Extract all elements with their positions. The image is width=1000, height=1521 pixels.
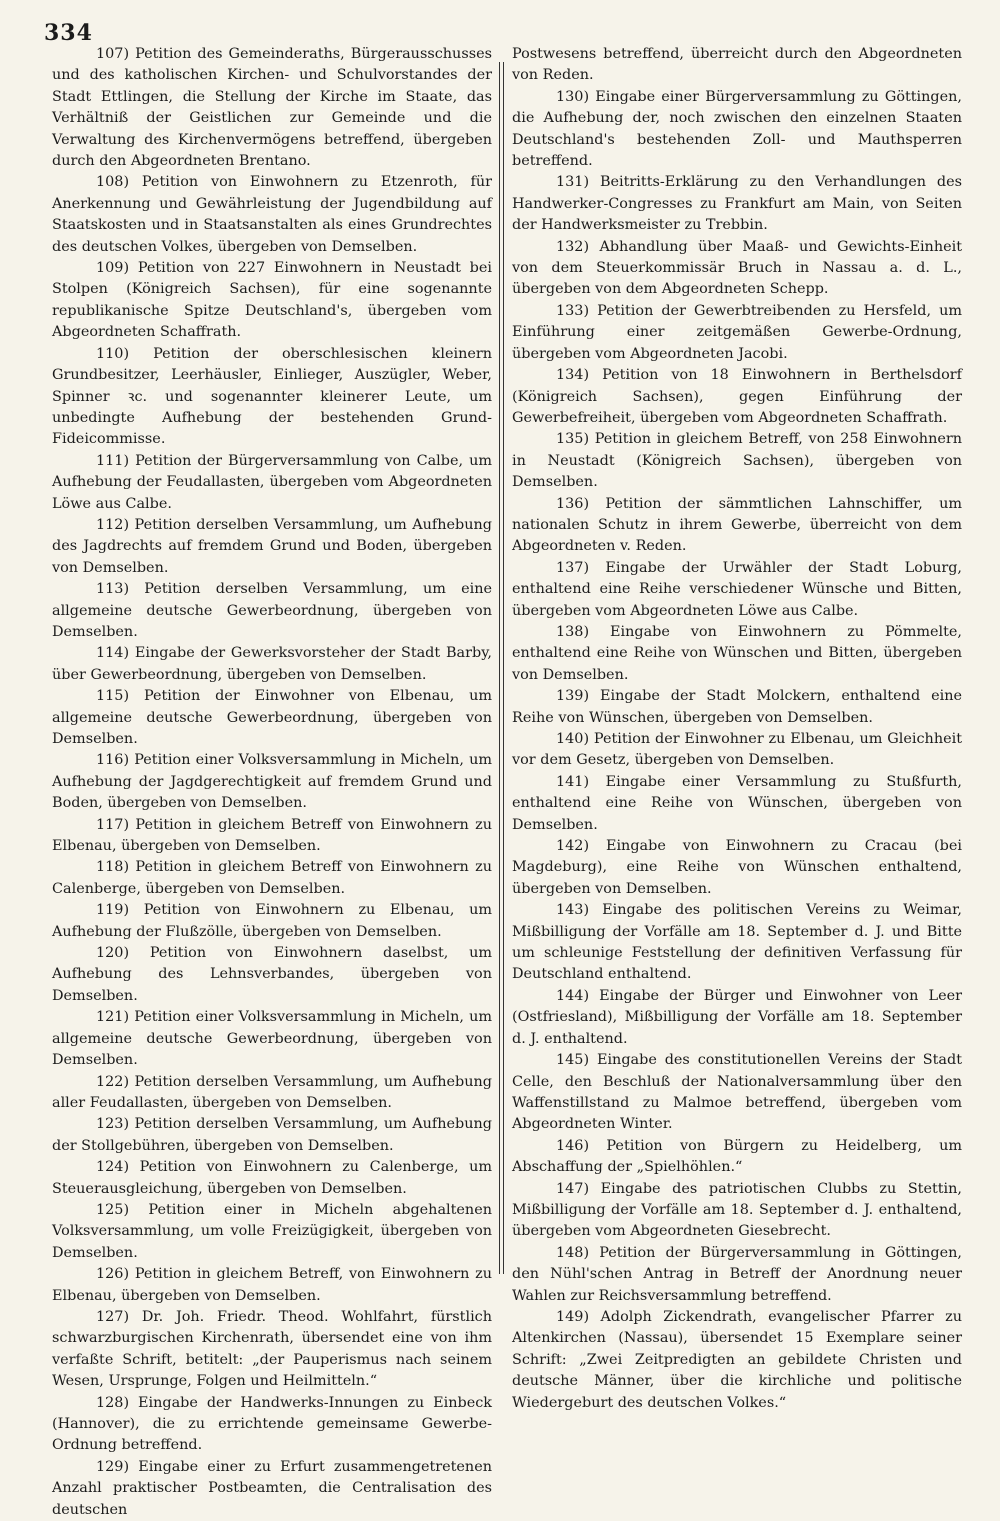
- entry-108: 108) Petition von Einwohnern zu Etzenroth, für Anerkennung und Gewährleistung der Jugendbildung auf Staatskosten und in Staatsanstalten als eines Grundrechtes des deutschen Volkes, übergeben von Demselben.: [52, 174, 492, 255]
- entry-140: 140) Petition der Einwohner zu Elbenau, um Gleichheit vor dem Gesetz, übergeben von Demselben.: [512, 731, 962, 769]
- entry-112: 112) Petition derselben Versammlung, um Aufhebung des Jagdrechts auf fremdem Grund und Boden, übergeben von Demselben.: [52, 516, 492, 576]
- entry-117: 117) Petition in gleichem Betreff von Einwohnern zu Elbenau, übergeben von Demselben.: [52, 816, 492, 855]
- entry-115: 115) Petition der Einwohner von Elbenau, um allgemeine deutsche Gewerbeordnung, übergeben von Demselben.: [52, 688, 492, 747]
- column-divider-right-line: [503, 62, 504, 1274]
- page-number: 334: [44, 20, 93, 46]
- entry-129-continuation: Postwesens betreffend, überreicht durch den Abgeordneten von Reden.: [512, 46, 962, 84]
- entry-145: 145) Eingabe des constitutionellen Vereins der Stadt Celle, den Beschluß der Nationalversammlung über den Waffenstillstand zu Malmoe betreffend, übergeben vom Abgeordneten Winter.: [512, 1052, 962, 1133]
- entry-127: 127) Dr. Joh. Friedr. Theod. Wohlfahrt, fürstlich schwarzburgischen Kirchenrath, übersendet eine von ihm verfaßte Schrift, betitelt: „der Pauperismus nach seinem Wesen, Ursprunge, Folgen und Heilmitteln.“: [52, 1308, 492, 1390]
- entry-126: 126) Petition in gleichem Betreff, von Einwohnern zu Elbenau, übergeben von Demselben.: [52, 1266, 492, 1304]
- entry-110: 110) Petition der oberschlesischen kleinern Grundbesitzer, Leerhäusler, Einlieger, Auszügler, Weber, Spinner ꝛc. und sogenannter kleinerer Leute, um unbedingte Aufhebung der bestehenden Grund-Fideicommisse.: [52, 345, 492, 448]
- entry-139: 139) Eingabe der Stadt Molckern, enthaltend eine Reihe von Wünschen, übergeben von Demselben.: [512, 688, 962, 726]
- entry-125: 125) Petition einer in Micheln abgehaltenen Volksversammlung, um volle Freizügigkeit, übergeben von Demselben.: [52, 1201, 492, 1261]
- entry-148: 148) Petition der Bürgerversammlung in Göttingen, den Nühl'schen Antrag in Betreff der Anordnung neuer Wahlen zur Reichsversammlung betreffend.: [512, 1244, 962, 1304]
- left-column: [52, 44, 492, 1521]
- entry-130: 130) Eingabe einer Bürgerversammlung zu Göttingen, die Aufhebung der, noch zwischen den einzelnen Staaten Deutschland's bestehenden Zoll- und Mauthsperren betreffend.: [512, 88, 962, 170]
- entry-134: 134) Petition von 18 Einwohnern in Berthelsdorf (Königreich Sachsen), gegen Einführung der Gewerbefreiheit, übergeben vom Abgeordneten Schaffrath.: [512, 367, 962, 426]
- entry-111: 111) Petition der Bürgerversammlung von Calbe, um Aufhebung der Feudallasten, übergeben vom Abgeordneten Löwe aus Calbe.: [52, 452, 492, 512]
- right-column: [512, 44, 962, 1414]
- entry-107: 107) Petition des Gemeinderaths, Bürgerausschusses und des katholischen Kirchen- und Schulvorstandes der Stadt Ettlingen, die Stellung der Kirche im Staate, das Verhältniß der Geistlichen zur Gemeinde und die Verwaltung des Kirchenvermögens betreffend, übergeben durch den Abgeordneten Brentano.: [52, 46, 492, 170]
- entry-147: 147) Eingabe des patriotischen Clubbs zu Stettin, Mißbilligung der Vorfälle am 18. September d. J. enthaltend, übergeben vom Abgeordneten Giesebrecht.: [512, 1180, 962, 1240]
- entry-146: 146) Petition von Bürgern zu Heidelberg, um Abschaffung der „Spielhöhlen.“: [512, 1137, 962, 1176]
- entry-138: 138) Eingabe von Einwohnern zu Pömmelte, enthaltend eine Reihe von Wünschen und Bitten, übergeben von Demselben.: [512, 623, 962, 683]
- entry-131: 131) Beitritts-Erklärung zu den Verhandlungen des Handwerker-Congresses zu Frankfurt am Main, von Seiten der Handwerksmeister zu Trebbin.: [512, 174, 962, 234]
- column-divider-left-line: [499, 62, 500, 1274]
- entry-121: 121) Petition einer Volksversammlung in Micheln, um allgemeine deutsche Gewerbeordnung, übergeben von Demselben.: [52, 1009, 492, 1069]
- entry-124: 124) Petition von Einwohnern zu Calenberge, um Steuerausgleichung, übergeben von Demselben.: [52, 1159, 492, 1197]
- entry-128: 128) Eingabe der Handwerks-Innungen zu Einbeck (Hannover), die zu errichtende gemeinsame Gewerbe-Ordnung betreffend.: [52, 1394, 492, 1454]
- entry-142: 142) Eingabe von Einwohnern zu Cracau (bei Magdeburg), eine Reihe von Wünschen enthaltend, übergeben von Demselben.: [512, 838, 962, 897]
- entry-133: 133) Petition der Gewerbtreibenden zu Hersfeld, um Einführung einer zeitgemäßen Gewerbe-Ordnung, übergeben vom Abgeordneten Jacobi.: [512, 302, 962, 362]
- entry-123: 123) Petition derselben Versammlung, um Aufhebung der Stollgebühren, übergeben von Demselben.: [52, 1116, 492, 1154]
- entry-149: 149) Adolph Zickendrath, evangelischer Pfarrer zu Altenkirchen (Nassau), übersendet 15 Exemplare seiner Schrift: „Zwei Zeitpredigten an gebildete Christen und deutsche Männer, über die kirchliche und politische Wiedergeburt des deutschen Volkes.“: [512, 1308, 962, 1411]
- entry-132: 132) Abhandlung über Maaß- und Gewichts-Einheit von dem Steuerkommissär Bruch in Nassau a. d. L., übergeben von dem Abgeordneten Schepp.: [512, 238, 962, 298]
- entry-114: 114) Eingabe der Gewerksvorsteher der Stadt Barby, über Gewerbeordnung, übergeben von Demselben.: [52, 645, 492, 683]
- entry-135: 135) Petition in gleichem Betreff, von 258 Einwohnern in Neustadt (Königreich Sachsen), übergeben von Demselben.: [512, 431, 962, 491]
- entry-122: 122) Petition derselben Versammlung, um Aufhebung aller Feudallasten, übergeben von Demselben.: [52, 1073, 492, 1111]
- entry-120: 120) Petition von Einwohnern daselbst, um Aufhebung des Lehnsverbandes, übergeben von Demselben.: [52, 945, 492, 1004]
- entry-118: 118) Petition in gleichem Betreff von Einwohnern zu Calenberge, übergeben von Demselben.: [52, 859, 492, 897]
- entry-141: 141) Eingabe einer Versammlung zu Stußfurth, enthaltend eine Reihe von Wünschen, übergeben von Demselben.: [512, 773, 962, 833]
- entry-116: 116) Petition einer Volksversammlung in Micheln, um Aufhebung der Jagdgerechtigkeit auf fremdem Grund und Boden, übergeben von Demselben.: [52, 752, 492, 812]
- entry-109: 109) Petition von 227 Einwohnern in Neustadt bei Stolpen (Königreich Sachsen), für eine sogenannte republikanische Spitze Deutschland's, übergeben vom Abgeordneten Schaffrath.: [52, 260, 492, 341]
- entry-136: 136) Petition der sämmtlichen Lahnschiffer, um nationalen Schutz in ihrem Gewerbe, überreicht von dem Abgeordneten v. Reden.: [512, 495, 962, 555]
- entry-143: 143) Eingabe des politischen Vereins zu Weimar, Mißbilligung der Vorfälle am 18. September d. J. und Bitte um schleunige Feststellung der definitiven Verfassung für Deutschland enthaltend.: [512, 902, 962, 983]
- entry-129: 129) Eingabe einer zu Erfurt zusammengetretenen Anzahl praktischer Postbeamten, die Centralisation des deutschen: [52, 1458, 492, 1518]
- entry-119: 119) Petition von Einwohnern zu Elbenau, um Aufhebung der Flußzölle, übergeben von Demselben.: [52, 902, 492, 940]
- entry-137: 137) Eingabe der Urwähler der Stadt Loburg, enthaltend eine Reihe verschiedener Wünsche und Bitten, übergeben vom Abgeordneten Löwe aus Calbe.: [512, 559, 962, 619]
- entry-144: 144) Eingabe der Bürger und Einwohner von Leer (Ostfriesland), Mißbilligung der Vorfälle am 18. September d. J. enthaltend.: [512, 987, 962, 1047]
- entry-113: 113) Petition derselben Versammlung, um eine allgemeine deutsche Gewerbeordnung, übergeben von Demselben.: [52, 581, 492, 640]
